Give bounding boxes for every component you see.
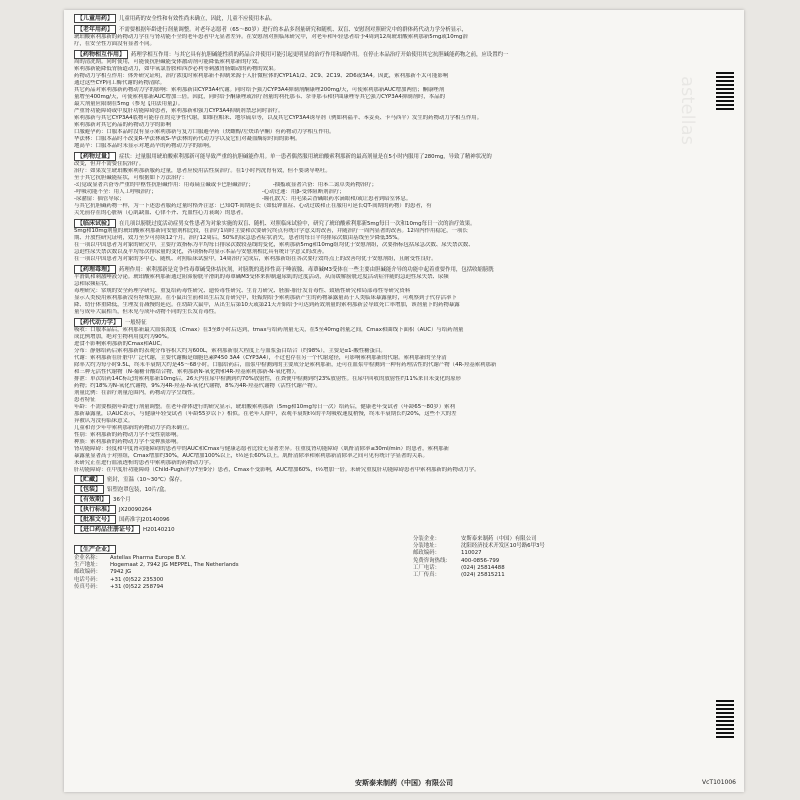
section-line <box>74 256 734 263</box>
section-line <box>74 453 734 460</box>
section-first-line <box>74 24 734 34</box>
section-line <box>74 41 734 48</box>
manufacturer-heading: 【生产企业】 <box>74 545 116 554</box>
section-text: 不需要根据年龄进行剂量调整。对老年志愿者（65～80岁）进行的本品多剂量研究和随机、双盲、安慰剂对照研究中的群体药代动力学分析显示， <box>119 27 467 33</box>
field-label: 工厂传真： <box>413 572 440 579</box>
section-text: 年龄：不需要根据年龄进行剂量调整。在老年群体进行的研究显示，琥珀酸索利那新（5mg和10mg每日一次）给药后，健康老年受试者（年龄65～80岁）索利 <box>74 404 455 410</box>
section-text: 肾功能障碍：轻度和中度肾功能障碍的患者中的AUC和Cmax与健康志愿者比较无显著差异。在重度肾功能障碍（肌酐清除率≤30ml/min）的患者，索利那新 <box>74 446 450 452</box>
section-line <box>74 383 734 390</box>
section-line <box>74 87 734 94</box>
section-line <box>74 390 734 397</box>
section-text: 和三种无活性代谢物（N-葡糖苷酸结合物、索利那新N-氧化物和4R-羟基索利那新-N-氧化物）。 <box>74 369 300 375</box>
section <box>74 218 734 263</box>
section-heading: 【药物过量】 <box>74 152 116 161</box>
section-text: 吸收：口服本品后，索利那新最大血浆浓度（Cmax）在3至8小时后达到，tmax与给药剂量无关，在5至40mg剂量之间，Cmax和曲线下面积（AUC）与给药剂量 <box>74 327 464 333</box>
section-line <box>74 101 734 108</box>
product-info-value: 密封，室温（10~30℃）保存。 <box>107 477 186 483</box>
section-text: 患者特征 <box>74 397 96 403</box>
packager-row <box>413 550 734 557</box>
section-line <box>74 309 734 316</box>
section <box>74 151 734 217</box>
section-line <box>74 288 734 295</box>
section-line <box>74 129 734 136</box>
section-text: 其它药品对索利那新药物动力学的影响：索利那新由CYP3A4代谢。同时给予强力CYP3A4抑制剂酮康唑200mg/天，可使索利那新AUC增加两倍；酮康唑剂 <box>74 87 445 93</box>
section <box>74 317 734 474</box>
section-line <box>74 122 734 129</box>
section-text: 种族：索利那新的药物动力学不受种族影响。 <box>74 439 182 445</box>
field-label: 生产地址： <box>74 562 101 569</box>
section-text: 毒理研究：常规的安全药理学研究、重复给药毒性研究、遗传毒性研究、生育力研究、胚胎-胎仔发育毒性、致癌性研究和局部毒性等研究资料 <box>74 288 411 294</box>
section-line <box>74 115 734 122</box>
field-label: 邮政编码： <box>74 569 101 576</box>
section-first-line <box>74 264 734 274</box>
packager-row <box>413 565 734 572</box>
section-first-line <box>74 151 734 161</box>
section-text: 口服避孕药：口服本品时没有显示索利那新与复方口服避孕药（炔雌醇/左炔诺孕酮）有药物动力学相互作用。 <box>74 129 335 135</box>
section-line <box>74 189 734 196</box>
field-value: Hogemaat 2, 7942 JG MEPPEL, The Netherlands <box>110 562 239 569</box>
section-text: 至于其它抗胆碱能症状，可根据如下方法治疗： <box>74 175 188 181</box>
section-line <box>74 249 734 256</box>
product-info-value: H20140210 <box>143 527 175 533</box>
section-text: 排泄：单次给药14C标记的索利那新10mg后，26天内在尿中检测到约70%放射性，在粪便中检测到约23%放射性。在尿中回收的放射性约11%来自未变化的原形 <box>74 376 462 382</box>
section-text: 一般特征 <box>125 320 147 326</box>
packager-row <box>413 572 734 579</box>
section-text: -呼吸功能不全：用人工呼吸治疗； -心动过速：用β-受体阻断剂治疗； <box>74 189 345 195</box>
product-info-heading: 【执行标准】 <box>74 505 116 514</box>
section-line <box>74 108 734 115</box>
section-text: 儿童和青少年中索利那新的药物动力学尚未确立。 <box>74 425 193 431</box>
section-text: 降、幼仔体重降低，生理发育减慢的延迟。在幼龄大鼠中，从出生后第10天或第21天开始给予可达到药效剂量的索利那新会导致死亡率增加，该剂量下的药物暴露 <box>74 302 460 308</box>
field-label: 分装企业： <box>413 536 440 542</box>
field-value: 400-0856-799 <box>461 557 500 564</box>
section-text: 剂量比例：在治疗剂量范围内，药物动力学呈线性。 <box>74 390 198 396</box>
product-info-heading: 【包装】 <box>74 485 104 494</box>
section-text: 药物；约18%为N-氧化代谢物，9%为4R-羟基-N-氧化代谢物，8%为4R-羟基代谢物（活性代谢产物）。 <box>74 383 321 389</box>
section-text: 暴露量显著高于对照组，Cmax增加约30%，AUC增加100%以上，t½延长60%以上。肌酐清除率和索利那新清除率之间可见有统计学显著的关系。 <box>74 453 428 459</box>
field-value: +31 (0)522 235300 <box>110 576 164 583</box>
section <box>74 264 734 316</box>
section-text: 性别：索利那新的药物动力学不受性别影响。 <box>74 432 182 438</box>
section-text: 进食不影响索利那新的Cmax和AUC。 <box>74 341 166 347</box>
product-info-heading: 【贮藏】 <box>74 475 104 484</box>
section-line <box>74 168 734 175</box>
section-heading: 【药物相互作用】 <box>74 50 128 59</box>
field-label: 免费咨询热线： <box>413 557 451 564</box>
section-text: 药理作用：索利那新是竞争性毒蕈碱受体拮抗剂，对膀胱的选择性高于唾液腺。毒蕈碱M3受体在一些主要由胆碱能介导的功能中起着重要作用，包括收缩膀胱 <box>119 267 494 273</box>
section-line <box>74 302 734 309</box>
section-text: 地高辛：口服本品时未显示对地高辛的药物动力学的影响。 <box>74 143 215 149</box>
section-line <box>74 161 734 168</box>
section-text: 在一项以中国患者为对象的多中心、随机、对照临床试验中，14周治疗完成后，索利那新组在各次要疗效终点上的改善均优于安慰剂组，且耐受性良好。 <box>74 256 437 262</box>
section-text: 显示人类使用索利那新没有特殊危险。在小鼠出生前和出生后发育研究中，妊娠期给予索利那新产生的药物暴露量高于人类临床暴露量时，可观察到子代存活率下 <box>74 295 457 301</box>
section-line <box>74 397 734 404</box>
field-value: 110027 <box>461 550 482 557</box>
section-first-line <box>74 49 734 59</box>
section-heading: 【儿童用药】 <box>74 14 116 23</box>
section-line <box>74 404 734 411</box>
product-info-value: 国药准字J20140096 <box>119 517 170 523</box>
section-line <box>74 362 734 369</box>
field-value: (024) 25815211 <box>461 572 505 579</box>
section-text: 与其它抗胆碱药物一样，为一下述患者服药过量时格外注意：已知QT-间期延长（如低钾血症、心动过缓和正在服用可延长QT-间期的药物）的患者，有 <box>74 203 432 209</box>
product-info-row <box>74 474 734 484</box>
section-line <box>74 210 734 217</box>
field-label: 邮政编码： <box>413 550 440 557</box>
watermark-logo: astellas <box>677 76 699 145</box>
product-info-row <box>74 504 734 514</box>
product-info-heading: 【有效期】 <box>74 495 110 504</box>
section-line <box>74 228 734 235</box>
manufacturer-row <box>74 584 395 591</box>
section-text: 成比例增加，绝对生物利用度约为90%。 <box>74 334 173 340</box>
document-code: VcT101006 <box>702 779 736 786</box>
section-text: 严重肾功能障碍或中度肝功能障碍患者，索利那新和强力CYP3A4抑制剂禁忌同时治疗。 <box>74 108 284 114</box>
section-line <box>74 203 734 210</box>
product-info-row <box>74 524 734 534</box>
section-text: 急迫性尿失禁次数以及平均每次排尿量的变化，各项指标均显示本品与安慰剂相比具有统计学意义的改善。 <box>74 249 328 255</box>
section-text: 药物动力学相互作用：体外研究证明，治疗浓度时索利那新不抑制来源于人肝微粒体的CYP1A1/2、2C9、2C19、2D6或3A4。因此，索利那新不太可能影响 <box>74 73 449 79</box>
field-value: +31 (0)522 258794 <box>110 583 164 590</box>
field-value: (024) 25814488 <box>461 564 505 571</box>
section-text: 急和尿频症状。 <box>74 281 112 287</box>
section-line <box>74 34 734 41</box>
section-line <box>74 355 734 362</box>
section-line <box>74 143 734 150</box>
section-line <box>74 348 734 355</box>
section-text: 索利那新对其它药品的药物动力学的影响 <box>74 122 172 128</box>
section-line <box>74 242 734 249</box>
section-line <box>74 411 734 418</box>
section-line <box>74 94 734 101</box>
section-text: 期、开放性研究证明，效力至少可持续12个月。治疗12周后，50%的尿急患者症状消失，患者的每日平均排尿次数由基线至少降低35%。 <box>74 235 403 241</box>
section-text: 症状：过量服用琥珀酸索利那新可能导致严重的抗胆碱能作用。单一患者偶然服用琥珀酸索利那新的最高剂量是在5小时内服用了280mg，导致了精神状况的 <box>119 154 492 160</box>
product-info-value: 铝塑泡罩包装，10片/盒。 <box>107 487 170 493</box>
section-text: 平滑肌和刺激唾液分泌。琥珀酸索利那新通过阻滞膀胱平滑肌的毒蕈碱M3受体来抑制逼尿肌的过度活动，从而缓解膀胱过度活动症伴随的急迫性尿失禁、尿频 <box>74 274 449 280</box>
print-mark-bottom <box>716 700 734 740</box>
manufacturer-row <box>74 577 395 584</box>
footer-company: 安斯泰来制药（中国）有限公司 <box>355 779 453 787</box>
section-heading: 【药理毒理】 <box>74 265 116 274</box>
product-info-row <box>74 484 734 494</box>
field-value: 沈阳经济技术开发区10号路6甲3号 <box>461 543 545 550</box>
section-line <box>74 334 734 341</box>
section-line <box>74 196 734 203</box>
section-line <box>74 175 734 182</box>
section-text: 分布：静脉给药后索利那新的表观分布容积大约为600L，索利那新很大程度上与血浆蛋白结合（约98%），主要是α1-酸性糖蛋白。 <box>74 348 386 354</box>
section-text: 除率大约为每小时9.5L，终末半衰期大约是45～68小时。口服给药后，血浆中检测到的主要成分是索利那新，还可在血浆中检测到一种有药理活性的代谢产物（4R-羟基索利那新 <box>74 362 497 368</box>
section-text: 在一项以中国患者为对象的研究中，主要疗效指标为平均每日排尿次数较基线的变化，索利那新5mg和10mg组均优于安慰剂组，次要指标包括尿急次数、尿失禁次数、 <box>74 242 474 248</box>
field-value: 安斯泰来制药（中国）有限公司 <box>461 536 537 542</box>
section-heading: 【药代动力学】 <box>74 318 122 327</box>
section-text: 最大剂量应限制在5mg（参见【用法用量】）。 <box>74 101 184 107</box>
section-line <box>74 80 734 87</box>
section-text: 量增至400mg/天，可使索利那新AUC增加三倍。因此，同时给予酮康唑或治疗剂量的利托那韦、奈非那韦和伊曲康唑等其它强力CYP3A4抑制剂时，本品的 <box>74 94 445 100</box>
section-text: 通过这些CYP同工酶代谢的药物清除。 <box>74 80 166 86</box>
field-value: 7942 JG <box>110 569 132 576</box>
section <box>74 49 734 150</box>
product-info-value: JX20090264 <box>119 507 152 513</box>
insert-content <box>64 10 744 591</box>
company-info <box>74 536 734 591</box>
section-line <box>74 425 734 432</box>
section-text: 未研究正在进行血液透析的患者中索利那新的药物动力学。 <box>74 460 215 466</box>
section-text: 异被认为没有临床意义。 <box>74 418 134 424</box>
field-label: 企业名称： <box>74 555 101 561</box>
product-info-row <box>74 494 734 504</box>
section-text: 肝功能障碍：在中度肝功能障碍（Child-Pugh评分7至9分）患者，Cmax不受影响，AUC增加60%，t½增加一倍。未研究重度肝功能障碍患者中索利那新的药物动力学。 <box>74 467 480 473</box>
field-label: 工厂电话： <box>413 564 440 571</box>
field-value: Astellas Pharma Europe B.V. <box>110 555 186 561</box>
section-line <box>74 59 734 66</box>
section-line <box>74 295 734 302</box>
section-first-line <box>74 317 734 327</box>
section-line <box>74 467 734 474</box>
section-text: 药理学相互作用：与其它具有抗胆碱能性质的药品合并使用可能引起更明显的治疗作用和副作用。在停止本品治疗开始使用其它抗胆碱能药物之前，应设置约一 <box>131 52 509 58</box>
section-text: 周的清洗期。同时使用，可能使抗胆碱能受体激动剂可能降低索利那新的疗效。 <box>74 59 263 65</box>
section-text: 那新暴露量，以AUC表示，与健康年轻受试者（年龄55岁以下）相似。在老年人群中，表观半衰期t½的平均吸收速度稍慢，终末半衰期长约20%，这些不大的差 <box>74 411 457 417</box>
section-text: 儿童用药的安全性和有效性尚未确立，因此，儿童不应使用本品。 <box>119 16 276 22</box>
section-text: -尿潴留：插管导尿； -瞳孔散大：用毛果芸香碱眼药水滴眼和/或让患者到暗室休息。 <box>74 196 412 202</box>
section-heading: 【临床试验】 <box>74 219 116 228</box>
packager-row <box>413 558 734 565</box>
section-line <box>74 235 734 242</box>
manufacturer-row <box>74 569 395 576</box>
section-heading: 【老年用药】 <box>74 25 116 34</box>
section-line <box>74 432 734 439</box>
section-line <box>74 376 734 383</box>
section-line <box>74 73 734 80</box>
section-line <box>74 446 734 453</box>
section-line <box>74 182 734 189</box>
section-text: 关先前存在的心脏病（心肌缺血、心律不齐、充血性心力衰竭）的患者。 <box>74 210 247 216</box>
section-text: 琥珀酸索利那新的药物动力学在与肾功能不全的老年患者中无显著差异。在安慰剂对照临床研究中，对老年和年轻患者给予4周到12周琥珀酸索利那新5mg或10mg治 <box>74 34 468 40</box>
manufacturer-info <box>74 536 395 591</box>
section-text: 治疗：如果发生琥珀酸索利那新服药过量，患者应使用活性炭治疗。在1小时内洗胃有效，但不要诱导呕吐。 <box>74 168 331 174</box>
section-first-line <box>74 13 734 23</box>
section-text: 疗，在安全性方面没有显著不同。 <box>74 41 155 47</box>
field-label: 分装地址： <box>413 543 440 550</box>
product-info-heading: 【进口药品注册证号】 <box>74 525 140 534</box>
product-info-row <box>74 514 734 524</box>
section-first-line <box>74 218 734 228</box>
section-text: 索利那新与其它CYP3A4底物可能存在的竞争性代谢，如维拉帕米、地尔硫卓等，以及其它CYP3A4诱导剂（例如利福平、苯妥英、卡马西平）发生的药物动力学相互作用。 <box>74 115 483 121</box>
product-info-value: 36个月 <box>113 497 131 503</box>
field-label: 电话号码： <box>74 576 101 583</box>
package-insert-sheet <box>64 10 744 792</box>
section <box>74 13 734 23</box>
section-line <box>74 136 734 143</box>
section-text: 在几项以膀胱过度活动症男女性患者为对象实施的双盲、随机、对照临床试验中，研究了琥珀酸索利那新5mg每日一次和10mg每日一次的治疗效果。 <box>119 221 476 227</box>
field-label: 传真号码： <box>74 583 101 590</box>
section-text: 华法林：口服本品时不改变R-华法林或S-华法林的药代动力学以及它们对凝血酶原时间的影响。 <box>74 136 301 142</box>
packager-info <box>413 536 734 591</box>
section-text: 5mg和10mg剂量的琥珀酸索利那新同安慰剂相比较，在治疗1周时主要和次要研究终点有统计学意义的改善，并随治疗一周内显著的改善。12周内作用稳定，一项长 <box>74 228 468 234</box>
section-line <box>74 460 734 467</box>
section-line <box>74 418 734 425</box>
section-text: 量与成年大鼠相当，但未见与成年动物不同的生长发育毒性。 <box>74 309 220 315</box>
section-text: 改变，但并不需要住院治疗。 <box>74 161 145 167</box>
section-line <box>74 341 734 348</box>
section-line <box>74 439 734 446</box>
section-line <box>74 327 734 334</box>
section-line <box>74 281 734 288</box>
section-line <box>74 66 734 73</box>
section <box>74 24 734 48</box>
product-info-heading: 【批准文号】 <box>74 515 116 524</box>
section-text: -幻觉或显著兴奋等严重的中枢性抗胆碱作用：用毒扁豆碱或卡巴胆碱治疗； -抽搐或显著兴奋：用苯二氮卓类药物治疗； <box>74 182 378 188</box>
section-text: 代谢：索利那新在肝脏中广泛代谢，主要代谢酶是细胞色素P450 3A4（CYP3A4），不过也存在另一个代谢途径，可影响索利那新的代谢。索利那新的全身清 <box>74 355 447 361</box>
section-line <box>74 369 734 376</box>
section-text: 索利那新能降低胃肠道动力，如甲氧氯普胺和西沙必利等刺激胃肠蠕动的药物的效果。 <box>74 66 279 72</box>
section-line <box>74 274 734 281</box>
